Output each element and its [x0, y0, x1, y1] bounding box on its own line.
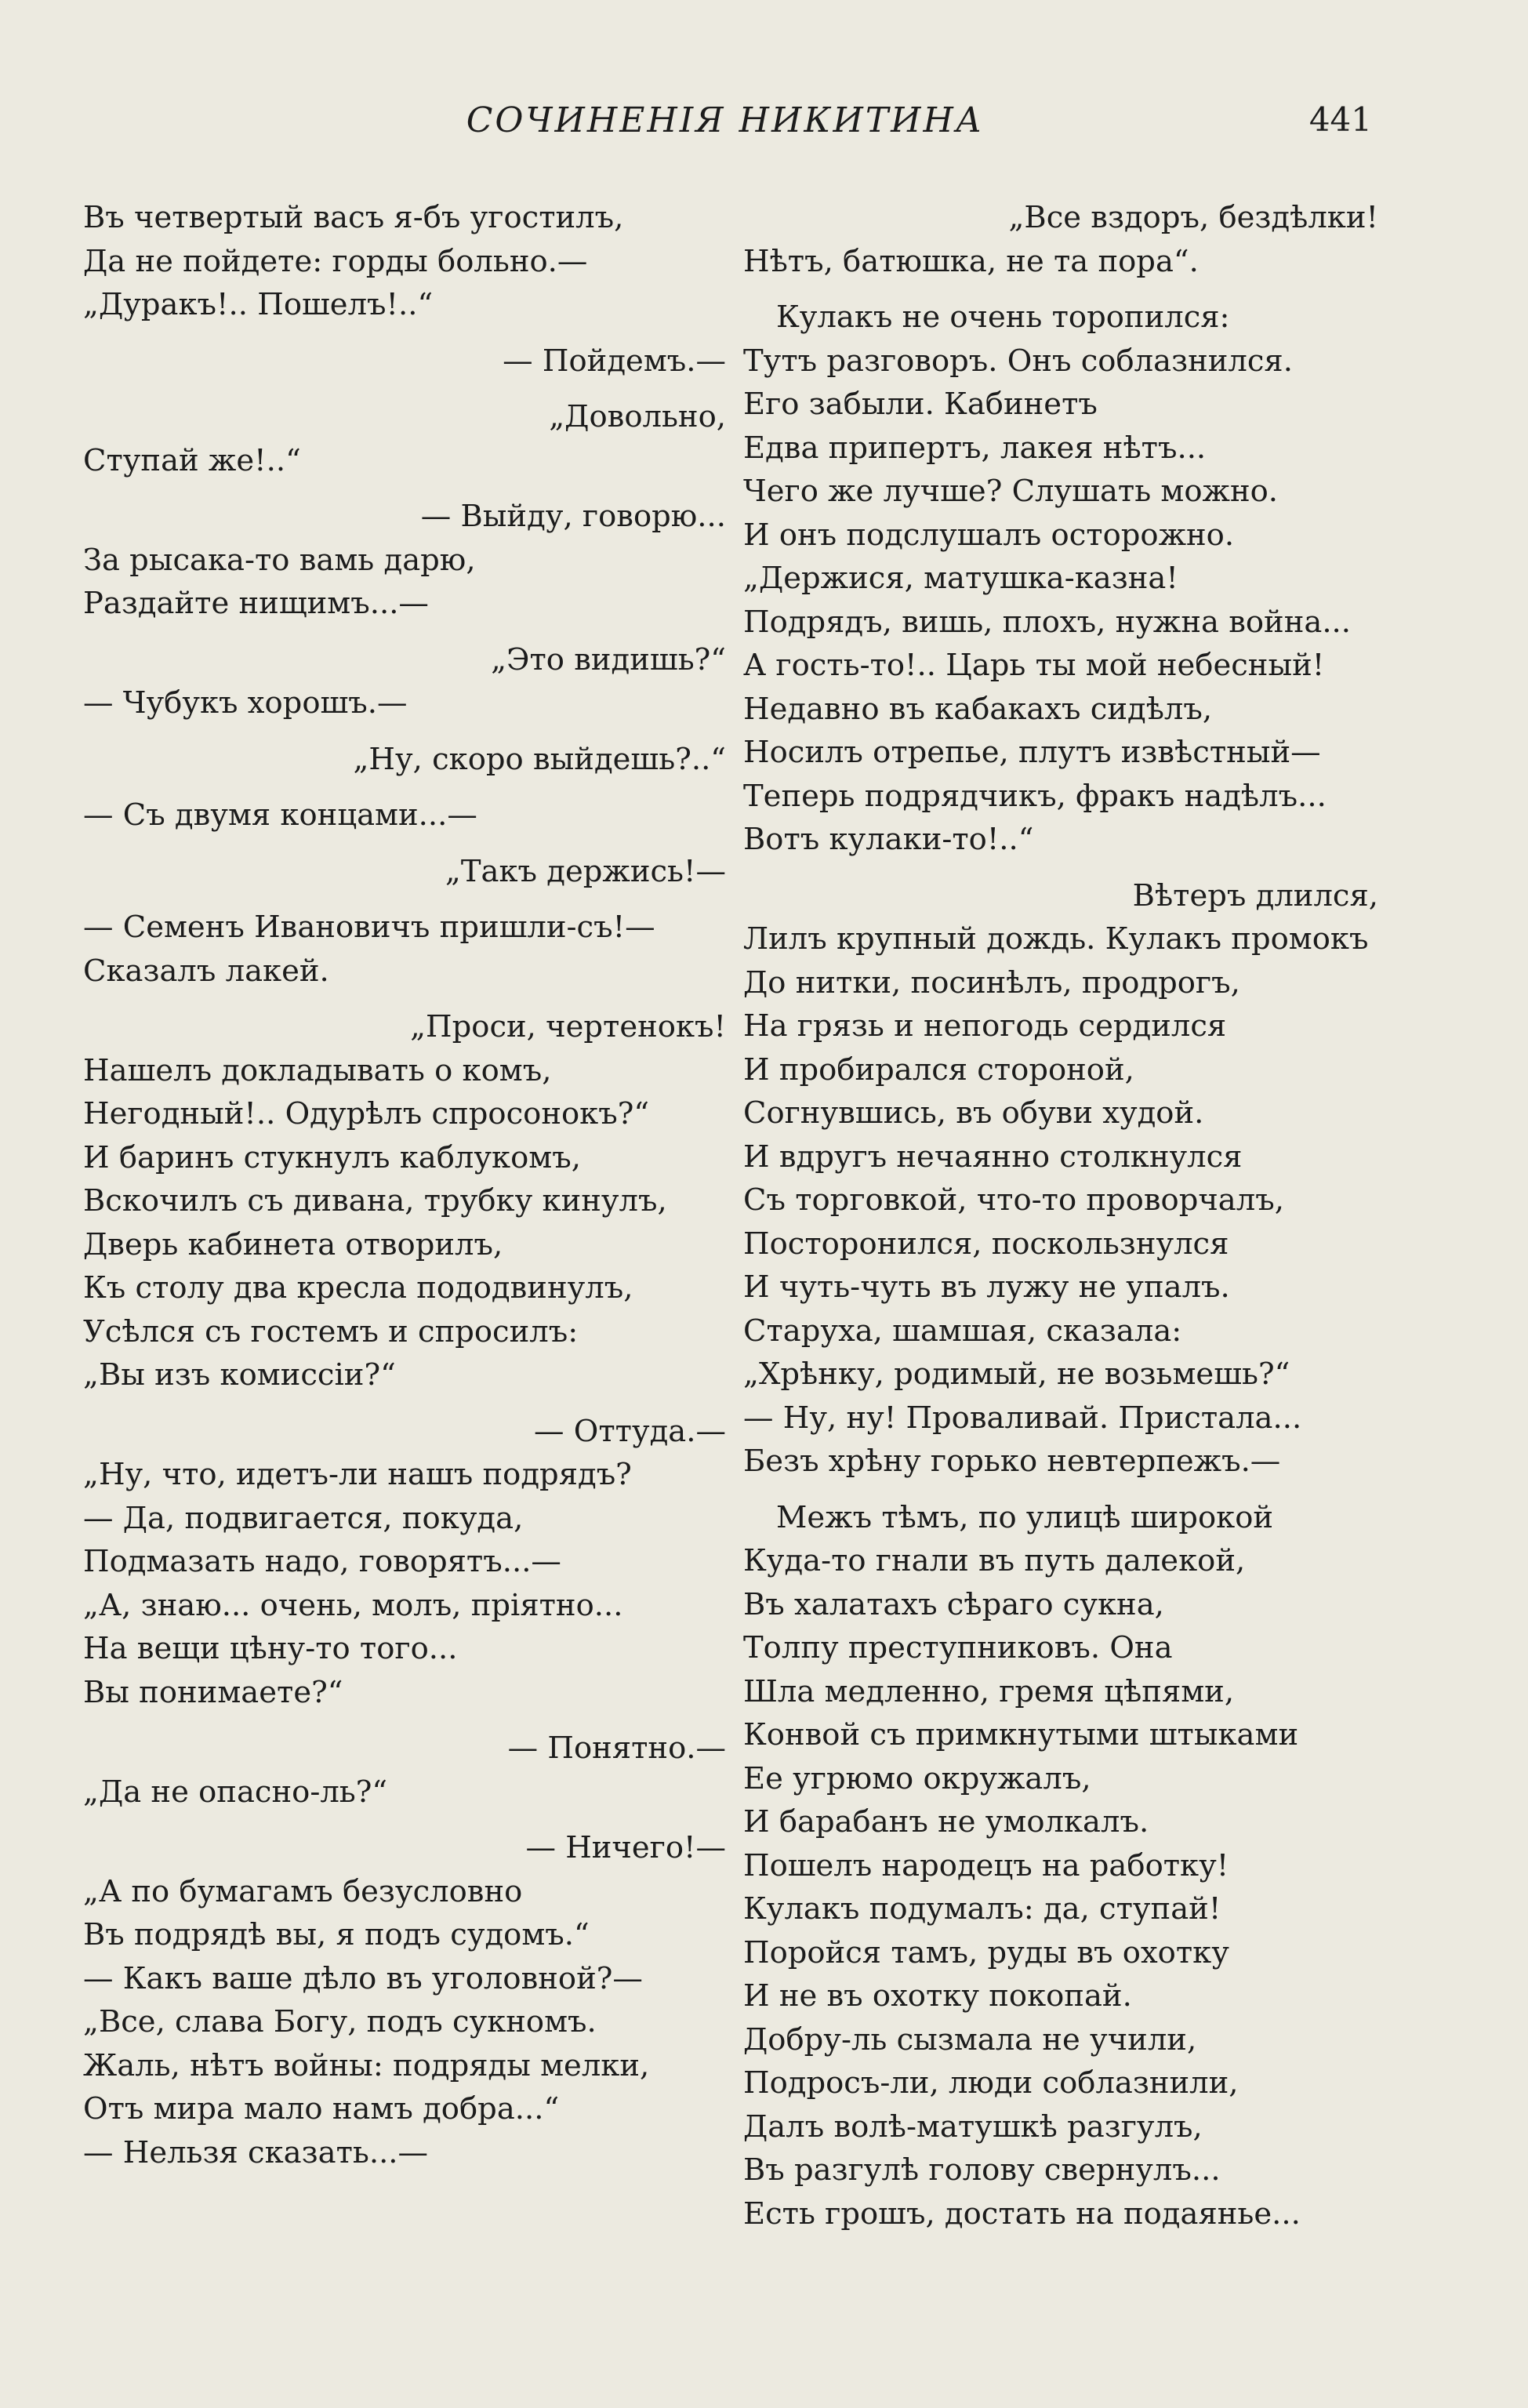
- stanza-gap: [83, 893, 726, 906]
- verse-line: Безъ хрѣну горько невтерпежъ.—: [743, 1444, 1281, 1479]
- stanza-gap: [743, 1484, 1378, 1496]
- verse-line: Нѣтъ, батюшка, не та пора“.: [743, 243, 1199, 279]
- verse-line: За рысака-то вамь дарю,: [83, 542, 476, 578]
- verse-line: „Хрѣнку, родимый, не возьмешь?“: [743, 1357, 1290, 1392]
- verse-line: Нашелъ докладывать о комъ,: [83, 1052, 552, 1088]
- verse-line: Поройся тамъ, руды въ охотку: [743, 1934, 1229, 1970]
- verse-line: Кулакъ подумалъ: да, ступай!: [743, 1891, 1221, 1927]
- verse-line: Есть грошъ, достать на подаянье...: [743, 2196, 1301, 2232]
- verse-line: На грязь и непогодь сердился: [743, 1008, 1227, 1044]
- verse-line: Кулакъ не очень торопился:: [776, 300, 1230, 335]
- stanza-gap: [83, 781, 726, 794]
- verse-line: Согнувшись, въ обуви худой.: [743, 1095, 1204, 1131]
- verse-line: Его забыли. Кабинетъ: [743, 387, 1098, 422]
- verse-line: И вдругъ нечаянно столкнулся: [743, 1139, 1243, 1175]
- verse-line: Теперь подрядчикъ, фракъ надѣлъ...: [743, 778, 1327, 814]
- verse-line: „А по бумагамъ безусловно: [83, 1873, 523, 1909]
- verse-line: И не въ охотку покопай.: [743, 1978, 1132, 2014]
- verse-line: Въ разгулѣ голову свернулъ...: [743, 2152, 1221, 2188]
- verse-line: А гость-то!.. Царь ты мой небесный!: [743, 648, 1325, 683]
- verse-line: Вотъ кулаки-то!..“: [743, 822, 1034, 857]
- verse-line: „Дуракъ!.. Пошелъ!..“: [83, 287, 434, 322]
- verse-line: И баринъ стукнулъ каблукомъ,: [83, 1139, 581, 1175]
- verse-line: Сказалъ лакей.: [83, 953, 329, 989]
- left-column: [83, 196, 726, 2174]
- verse-line: Вскочилъ съ дивана, трубку кинулъ,: [83, 1183, 667, 1219]
- verse-line: — Ну, ну! Проваливай. Пристала...: [743, 1400, 1302, 1436]
- verse-line: До нитки, посинѣлъ, продрогъ,: [743, 964, 1240, 1001]
- verse-line: „Вы изъ комиссіи?“: [83, 1357, 396, 1393]
- verse-line: „Ну, скоро выйдешь?..“: [353, 741, 726, 777]
- verse-line: Конвой съ примкнутыми штыками: [743, 1717, 1299, 1752]
- verse-line: Пошелъ народецъ на работку!: [743, 1847, 1229, 1883]
- verse-line: Едва припертъ, лакея нѣтъ...: [743, 430, 1207, 466]
- verse-line: „А, знаю... очень, молъ, пріятно...: [83, 1587, 623, 1623]
- verse-line: — Съ двумя концами...—: [83, 797, 477, 833]
- verse-line: Въ халатахъ сѣраго сукна,: [743, 1586, 1164, 1622]
- verse-line: Носилъ отрепье, плутъ извѣстный—: [743, 735, 1321, 770]
- verse-line: — Да, подвигается, покуда,: [83, 1500, 524, 1536]
- verse-line: Ее угрюмо окружалъ,: [743, 1760, 1091, 1796]
- verse-line: „Ну, что, идетъ-ли нашъ подрядъ?: [83, 1457, 632, 1492]
- verse-line: Къ столу два кресла пододвинулъ,: [83, 1270, 633, 1306]
- page-header: [78, 100, 1372, 155]
- verse-line: Межъ тѣмъ, по улицѣ широкой: [776, 1499, 1274, 1535]
- verse-line: Негодный!.. Одурѣлъ спросонокъ?“: [83, 1096, 650, 1131]
- stanza-gap: [83, 837, 726, 850]
- verse-line: Посторонился, поскользнулся: [743, 1226, 1229, 1262]
- verse-line: Дверь кабинета отворилъ,: [83, 1226, 503, 1262]
- verse-line: „Все, слава Богу, подъ сукномъ.: [83, 2004, 597, 2039]
- verse-line: Чего же лучше? Слушать можно.: [743, 474, 1279, 509]
- verse-line: Да не пойдете: горды больно.—: [83, 243, 588, 279]
- verse-line: Съ торговкой, что-то проворчалъ,: [743, 1182, 1284, 1218]
- verse-line: — Какъ ваше дѣло въ уголовной?—: [83, 1960, 643, 1996]
- stanza-gap: [83, 1814, 726, 1826]
- verse-line: Ступай же!..“: [83, 442, 301, 478]
- verse-line: Подмазать надо, говорятъ...—: [83, 1544, 561, 1579]
- verse-line: Вѣтеръ длился,: [1132, 877, 1378, 913]
- verse-line: Вы понимаете?“: [83, 1674, 343, 1710]
- verse-line: — Нельзя сказать...—: [83, 2134, 429, 2170]
- running-title: СОЧИНЕНІЯ НИКИТИНА: [466, 100, 985, 140]
- stanza-gap: [83, 626, 726, 638]
- verse-line: Раздайте нищимъ...—: [83, 586, 429, 621]
- verse-line: И пробирался стороной,: [743, 1051, 1134, 1088]
- verse-line: — Оттуда.—: [534, 1413, 726, 1449]
- verse-line: Куда-то гнали въ путь далекой,: [743, 1543, 1246, 1578]
- stanza-gap: [743, 862, 1378, 874]
- verse-line: „Да не опасно-ль?“: [83, 1774, 388, 1810]
- verse-line: — Чубукъ хорошъ.—: [83, 685, 408, 721]
- verse-line: „Это видишь?“: [491, 641, 726, 677]
- verse-line: Въ четвертый васъ я-бъ угостилъ,: [83, 200, 624, 235]
- stanza-gap: [83, 993, 726, 1005]
- verse-line: И онъ подслушалъ осторожно.: [743, 517, 1235, 553]
- stanza-gap: [83, 725, 726, 738]
- verse-line: „Довольно,: [549, 399, 726, 434]
- verse-line: Толпу преступниковъ. Она: [743, 1630, 1173, 1665]
- verse-line: Подросъ-ли, люди соблазнили,: [743, 2065, 1239, 2101]
- verse-line: „Держися, матушка-казна!: [743, 561, 1178, 596]
- verse-line: И барабанъ не умолкалъ.: [743, 1804, 1149, 1840]
- verse-line: — Ничего!—: [525, 1830, 726, 1865]
- verse-line: Добру-ль сызмала не учили,: [743, 2021, 1197, 2058]
- verse-line: Старуха, шамшая, сказала:: [743, 1313, 1182, 1349]
- verse-line: Усѣлся съ гостемъ и спросилъ:: [83, 1313, 579, 1349]
- verse-line: „Проси, чертенокъ!: [410, 1009, 726, 1044]
- stanza-gap: [83, 1714, 726, 1727]
- verse-line: Недавно въ кабакахъ сидѣлъ,: [743, 691, 1213, 727]
- verse-line: — Выйду, говорю...: [420, 499, 726, 534]
- verse-line: Отъ мира мало намъ добра...“: [83, 2091, 560, 2127]
- right-column: [743, 196, 1378, 2235]
- verse-line: — Понятно.—: [507, 1731, 726, 1766]
- verse-line: Въ подрядѣ вы, я подъ судомъ.“: [83, 1917, 590, 1952]
- stanza-gap: [743, 283, 1378, 296]
- verse-line: Далъ волѣ-матушкѣ разгулъ,: [743, 2108, 1203, 2145]
- verse-line: „Все вздоръ, бездѣлки!: [1008, 200, 1378, 235]
- verse-line: И чуть-чуть въ лужу не упалъ.: [743, 1269, 1230, 1305]
- verse-line: Жаль, нѣтъ войны: подряды мелки,: [83, 2047, 650, 2083]
- stanza-gap: [83, 1397, 726, 1410]
- stanza-gap: [83, 383, 726, 395]
- stanza-gap: [83, 482, 726, 495]
- verse-line: „Такъ держись!—: [445, 853, 726, 889]
- verse-line: Шла медленно, гремя цѣпями,: [743, 1673, 1235, 1709]
- page-number: 441: [1308, 100, 1372, 139]
- verse-line: Лилъ крупный дождь. Кулакъ промокъ: [743, 921, 1369, 957]
- verse-line: На вещи цѣну-то того...: [83, 1631, 458, 1666]
- verse-line: Тутъ разговоръ. Онъ соблазнился.: [743, 343, 1293, 379]
- stanza-gap: [83, 327, 726, 340]
- verse-line: — Пойдемъ.—: [503, 343, 726, 379]
- verse-line: Подрядъ, вишь, плохъ, нужна война...: [743, 604, 1352, 640]
- verse-line: — Семенъ Ивановичъ пришли-съ!—: [83, 910, 655, 945]
